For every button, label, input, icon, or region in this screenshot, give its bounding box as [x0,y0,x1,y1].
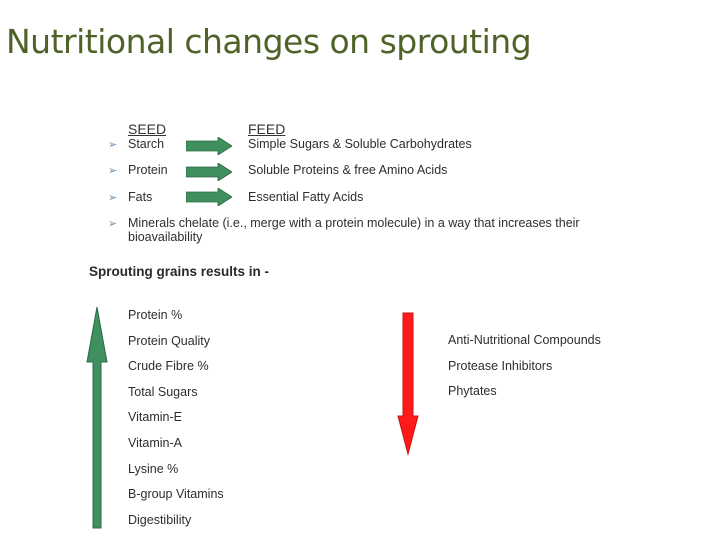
conversion-arrow-icon [186,188,232,206]
decrease-list [448,333,601,410]
list-item: Crude Fibre % [128,359,209,374]
bullet-icon: ➢ [108,165,118,177]
results-heading: Sprouting grains results in - [89,264,270,279]
list-item: Phytates [448,384,497,399]
feed-header: FEED [248,121,286,137]
list-item: Vitamin-A [128,435,182,450]
list-item: Vitamin-E [128,410,182,425]
decrease-arrow-icon [397,312,419,456]
list-item: Lysine % [128,461,179,476]
list-item: Digestibility [128,512,192,527]
list-item: Protein % [128,308,183,322]
increase-list [128,308,224,538]
feed-item-sugars: Simple Sugars & Soluble Carbohydrates [248,137,472,151]
minerals-text: Minerals chelate (i.e., merge with a protein molecule) in a way that increases their [128,216,580,230]
bullet-icon: ➢ [108,192,118,204]
minerals-text-continued: bioavailability [128,230,203,244]
conversion-arrow-icon [186,163,232,181]
feed-item-fatty-acids: Essential Fatty Acids [248,190,364,204]
seed-item-starch: Starch [128,137,165,151]
list-item: Protein Quality [128,333,210,348]
slide-title: Nutritional changes on sprouting [6,22,532,61]
conversion-arrow-icon [186,137,232,155]
seed-item-fats: Fats [128,190,153,204]
increase-arrow-icon [86,306,108,530]
list-item: Protease Inhibitors [448,358,553,373]
feed-item-proteins: Soluble Proteins & free Amino Acids [248,163,448,177]
list-item: Total Sugars [128,384,198,399]
seed-header: SEED [128,121,167,137]
bullet-icon: ➢ [108,139,118,151]
list-item: B-group Vitamins [128,487,224,502]
list-item: Anti-Nutritional Compounds [448,333,601,347]
bullet-icon: ➢ [108,218,118,230]
seed-item-protein: Protein [128,163,168,177]
